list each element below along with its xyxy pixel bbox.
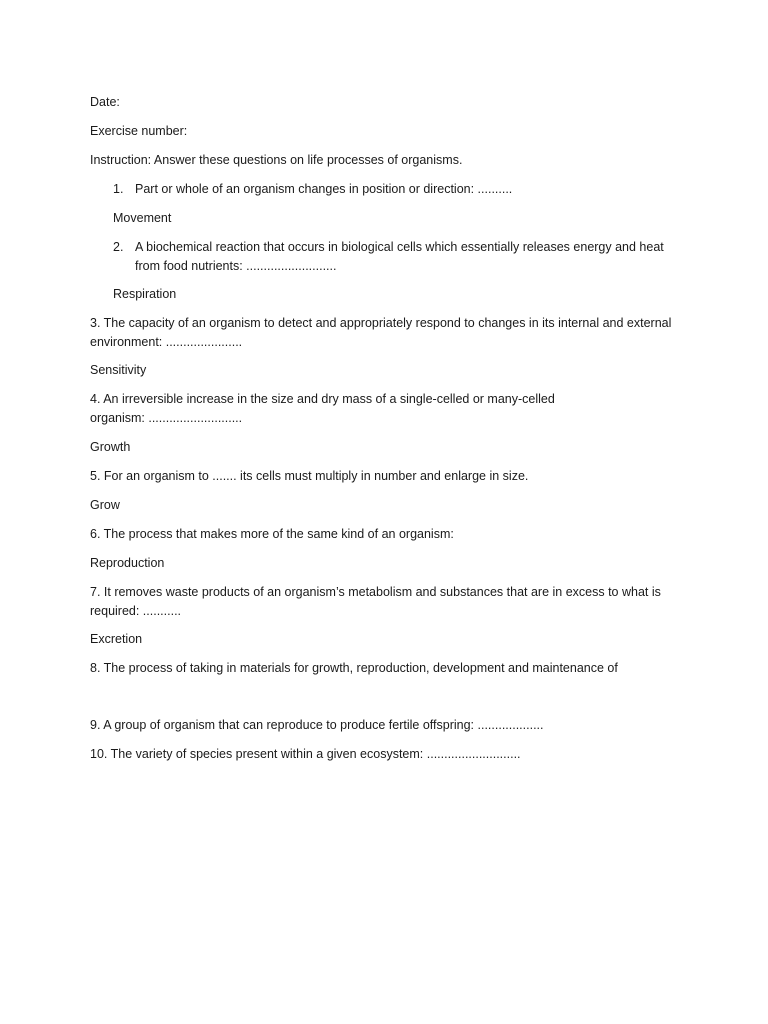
question-8-text: 8. The process of taking in materials for growth, reproduction, development and maintenance of <box>90 661 618 675</box>
answer-4: Growth <box>90 440 131 454</box>
question-7-text: 7. It removes waste products of an organism’s metabolism and substances that are in excess to what is required: ........... <box>90 585 661 618</box>
date-label: Date: <box>90 95 120 109</box>
question-9-text: 9. A group of organism that can reproduce to produce fertile offspring: ................... <box>90 718 544 732</box>
exercise-number-label: Exercise number: <box>90 124 188 138</box>
answer-5: Grow <box>90 498 120 512</box>
question-1-text: Part or whole of an organism changes in position or direction: .......... <box>135 182 513 196</box>
question-5-text: 5. For an organism to ....... its cells must multiply in number and enlarge in size. <box>90 469 529 483</box>
question-4-text: 4. An irreversible increase in the size and dry mass of a single-celled or many-celled organism: ........................... <box>90 392 555 425</box>
question-2-number: 2. <box>113 240 124 254</box>
answer-7: Excretion <box>90 632 143 646</box>
answer-2: Respiration <box>113 287 177 301</box>
answer-1: Movement <box>113 211 172 225</box>
question-3-text: 3. The capacity of an organism to detect and appropriately respond to changes in its internal and external environment: ...................... <box>90 316 672 349</box>
question-10-text: 10. The variety of species present within a given ecosystem: ........................... <box>90 747 521 761</box>
question-6-text: 6. The process that makes more of the same kind of an organism: <box>90 527 454 541</box>
question-1-number: 1. <box>113 182 124 196</box>
answer-3: Sensitivity <box>90 363 147 377</box>
question-2-text: A biochemical reaction that occurs in biological cells which essentially releases energy and heat from food nutrients: .......................... <box>135 240 664 273</box>
answer-6: Reproduction <box>90 556 165 570</box>
instruction-text: Instruction: Answer these questions on life processes of organisms. <box>90 153 463 167</box>
